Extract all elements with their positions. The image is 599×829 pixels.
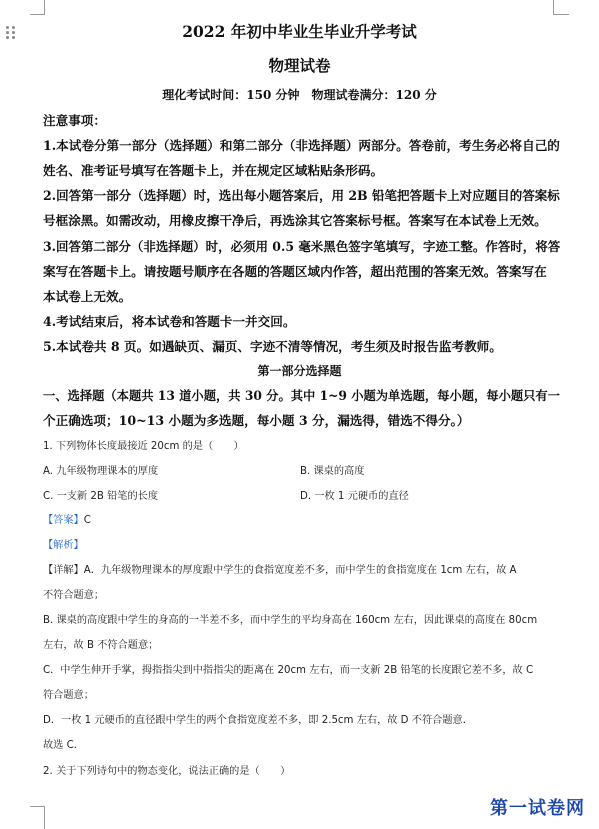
notice-line: 3.回答第二部分（非选择题）时，必须用 0.5 毫米黑色签字笔填写，字迹工整。作答时，将答 bbox=[43, 239, 561, 254]
notice-line: 5.本试卷共 8 页。如遇缺页、漏页、字迹不清等情况，考生须及时报告监考教师。 bbox=[43, 339, 502, 354]
question-1-option-c: C. 一支新 2B 铅笔的长度 bbox=[43, 491, 159, 502]
crop-mark-bottom-left-horizontal bbox=[30, 806, 45, 807]
answer-value: C bbox=[83, 515, 91, 526]
notice-line: 号框涂黑。如需改动，用橡皮擦干净后，再选涂其它答案标号框。答案写在本试卷上无效。 bbox=[43, 213, 547, 228]
question-1-explanation-line: D．一枚 1 元硬币的直径跟中学生的两个食指宽度差不多，即 2.5cm 左右，故 D 不符合题意． bbox=[43, 715, 473, 726]
question-1-analysis bbox=[43, 536, 84, 551]
question-1-option-d: D. 一枚 1 元硬币的直径 bbox=[300, 491, 409, 502]
section-instructions: 个正确选项；10~13 小题为多选题，每小题 3 分，漏选得，错选不得分。） bbox=[43, 413, 470, 428]
analysis-tag: 【解析】 bbox=[43, 540, 84, 551]
question-1-answer bbox=[43, 511, 91, 526]
question-2-stem: 2. 关于下列诗句中的物态变化，说法正确的是（ ） bbox=[43, 766, 291, 777]
detail-tag: 【详解】 bbox=[43, 565, 84, 576]
question-1-explanation-line: B. 课桌的高度跟中学生的身高的一半差不多，而中学生的平均身高在 160cm 左右，因此课桌的高度在 80cm bbox=[43, 615, 538, 626]
exam-subtitle: 物理试卷 bbox=[268, 56, 331, 75]
notice-line: 4.考试结束后，将本试卷和答题卡一并交回。 bbox=[43, 314, 296, 329]
question-1-explanation-line: 故选 C． bbox=[43, 740, 84, 751]
notice-line: 姓名、准考证号填写在答题卡上，并在规定区域粘贴条形码。 bbox=[43, 163, 384, 178]
crop-mark-top-right-vertical bbox=[553, 0, 554, 14]
question-1-option-a: A. 九年级物理课本的厚度 bbox=[43, 466, 159, 477]
notice-heading: 注意事项： bbox=[43, 113, 106, 128]
notice-line: 本试卷上无效。 bbox=[43, 289, 132, 304]
question-1-explanation-line: 左右，故 B 不符合题意； bbox=[43, 640, 159, 651]
notice-line: 1.本试卷分第一部分（选择题）和第二部分（非选择题）两部分。答卷前，考生务必将自己的 bbox=[43, 138, 560, 153]
notice-line: 案写在答题卡上。请按题号顺序在各题的答题区域内作答，超出范围的答案无效。答案写在 bbox=[43, 264, 547, 279]
notice-line: 2.回答第一部分（选择题）时，选出每小题答案后，用 2B 铅笔把答题卡上对应题目的答案标 bbox=[43, 188, 560, 203]
answer-tag: 【答案】 bbox=[43, 515, 84, 526]
crop-mark-bottom-left-vertical bbox=[44, 806, 45, 829]
site-watermark: 第一试卷网 bbox=[490, 798, 585, 819]
exam-time-and-score: 理化考试时间：150 分钟 物理试卷满分：120 分 bbox=[162, 88, 437, 102]
crop-mark-top-left-horizontal bbox=[30, 14, 45, 15]
question-1-explanation-line: 符合题意； bbox=[43, 690, 94, 701]
question-1-explanation-line: 不符合题意； bbox=[43, 590, 105, 601]
section-instructions: 一、选择题（本题共 13 道小题，共 30 分。其中 1~9 小题为单选题，每小题，每小题只有一 bbox=[43, 388, 560, 403]
explanation-text: A．九年级物理课本的厚度跟中学生的食指宽度差不多，而中学生的食指宽度在 1cm 左右，故 A bbox=[83, 565, 517, 576]
crop-mark-top-right-horizontal bbox=[553, 14, 569, 15]
section-title: 第一部分选择题 bbox=[257, 364, 342, 378]
exam-title: 2022 年初中毕业生毕业升学考试 bbox=[182, 22, 417, 41]
crop-mark-top-left-vertical bbox=[44, 0, 45, 14]
question-1-option-b: B. 课桌的高度 bbox=[300, 466, 365, 477]
question-1-stem: 1. 下列物体长度最接近 20cm 的是（ ） bbox=[43, 441, 244, 452]
question-1-explanation-line bbox=[43, 561, 517, 576]
question-1-explanation-line: C．中学生伸开手掌，拇指指尖到中指指尖的距离在 20cm 左右，而一支新 2B 铅笔的长度跟它差不多，故 C bbox=[43, 665, 534, 676]
